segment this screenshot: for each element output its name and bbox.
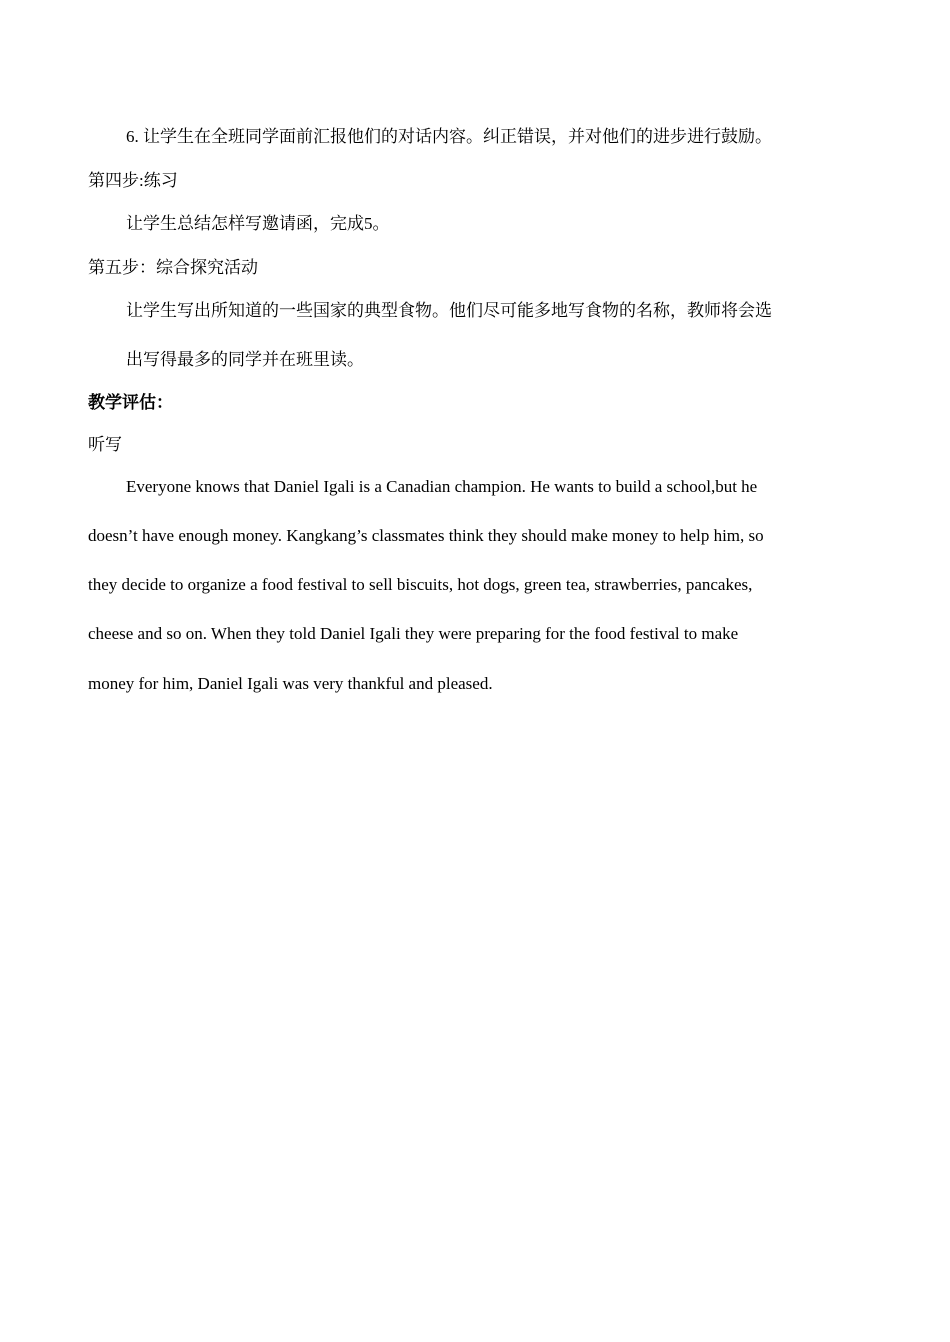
step4-heading: 第四步:练习 [88,171,178,190]
dictation-label: 听写 [88,435,122,454]
step4-text: 让学生总结怎样写邀请函，完成5。 [126,214,390,233]
dictation-line: doesn’t have enough money. Kangkang’s classmates think they should make money to help him, so [88,526,764,545]
dictation-line: money for him, Daniel Igali was very thankful and pleased. [88,674,493,693]
step5-text-line2: 出写得最多的同学并在班里读。 [126,350,364,369]
dictation-line: they decide to organize a food festival to sell biscuits, hot dogs, green tea, strawberries, pancakes, [88,575,753,594]
evaluation-heading: 教学评估： [88,393,173,412]
dictation-line: Everyone knows that Daniel Igali is a Canadian champion. He wants to build a school,but he [126,477,758,496]
step3-item6: 6. 让学生在全班同学面前汇报他们的对话内容。纠正错误，并对他们的进步进行鼓励。 [126,127,772,146]
step5-heading: 第五步：综合探究活动 [88,258,258,277]
dictation-line: cheese and so on. When they told Daniel Igali they were preparing for the food festival to make [88,624,739,643]
step5-text-line1: 让学生写出所知道的一些国家的典型食物。他们尽可能多地写食物的名称，教师将会选 [126,301,772,320]
